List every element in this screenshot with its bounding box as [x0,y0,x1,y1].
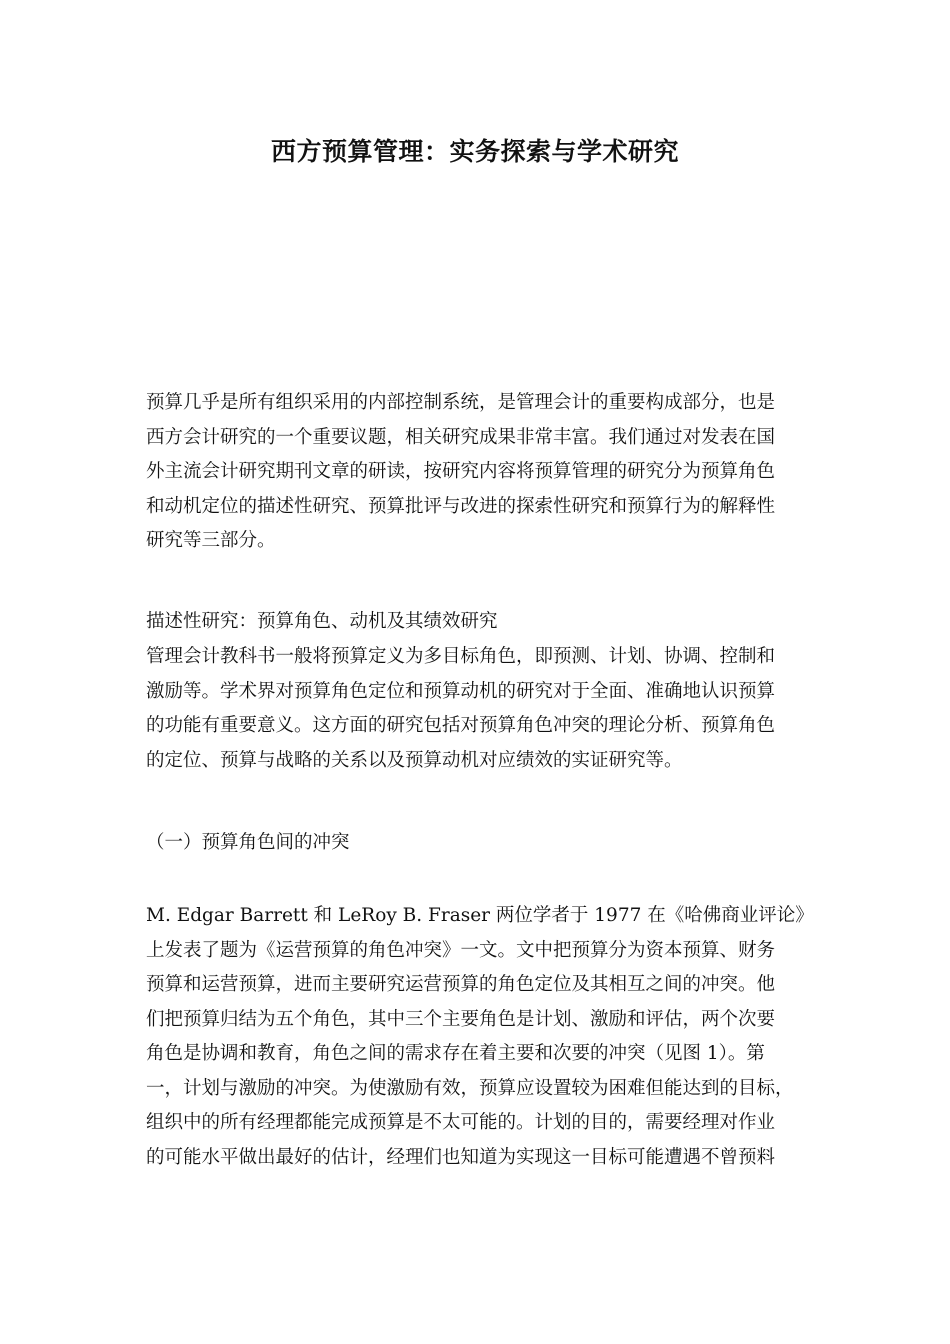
subsection-line: 预算和运营预算，进而主要研究运营预算的角色定位及其相互之间的冲突。他 [146,974,776,995]
section-heading [146,605,806,640]
section-paragraph [146,640,806,778]
subsection-line: 组织中的所有经理都能完成预算是不太可能的。计划的目的，需要经理对作业 [146,1112,776,1133]
intro-line: 预算几乎是所有组织采用的内部控制系统，是管理会计的重要构成部分，也是 [146,392,776,413]
subsection-line: M. Edgar Barrett 和 LeRoy B. Fraser 两位学者于 1977 在《哈佛商业评论》 [146,905,814,926]
intro-paragraph [146,386,806,559]
subsection-line: 一，计划与激励的冲突。为使激励有效，预算应设置较为困难但能达到的目标， [146,1077,794,1099]
subsection-line: 们把预算归结为五个角色，其中三个主要角色是计划、激励和评估，两个次要 [146,1008,776,1030]
section-line: 的功能有重要意义。这方面的研究包括对预算角色冲突的理论分析、预算角色 [146,715,776,736]
subsection-paragraph [146,899,814,1175]
subsection-heading-text: （一）预算角色间的冲突 [146,832,350,853]
section-heading-text: 描述性研究：预算角色、动机及其绩效研究 [146,611,498,632]
intro-line: 研究等三部分。 [146,530,276,551]
intro-line: 和动机定位的描述性研究、预算批评与改进的探索性研究和预算行为的解释性 [146,495,776,517]
subsection-line: 上发表了题为《运营预算的角色冲突》一文。文中把预算分为资本预算、财务 [146,939,776,961]
subsection-line: 角色是协调和教育，角色之间的需求存在着主要和次要的冲突（见图 1）。第 [146,1043,765,1064]
document-title: 西方预算管理：实务探索与学术研究 [270,137,679,166]
subsection-heading [146,826,806,861]
section-line: 激励等。学术界对预算角色定位和预算动机的研究对于全面、准确地认识预算 [146,680,776,702]
section-line: 的定位、预算与战略的关系以及预算动机对应绩效的实证研究等。 [146,749,683,771]
subsection-line: 的可能水平做出最好的估计，经理们也知道为实现这一目标可能遭遇不曾预料 [146,1146,776,1168]
section-line: 管理会计教科书一般将预算定义为多目标角色，即预测、计划、协调、控制和 [146,646,776,667]
intro-line: 外主流会计研究期刊文章的研读，按研究内容将预算管理的研究分为预算角色 [146,461,776,482]
intro-line: 西方会计研究的一个重要议题，相关研究成果非常丰富。我们通过对发表在国 [146,426,776,448]
